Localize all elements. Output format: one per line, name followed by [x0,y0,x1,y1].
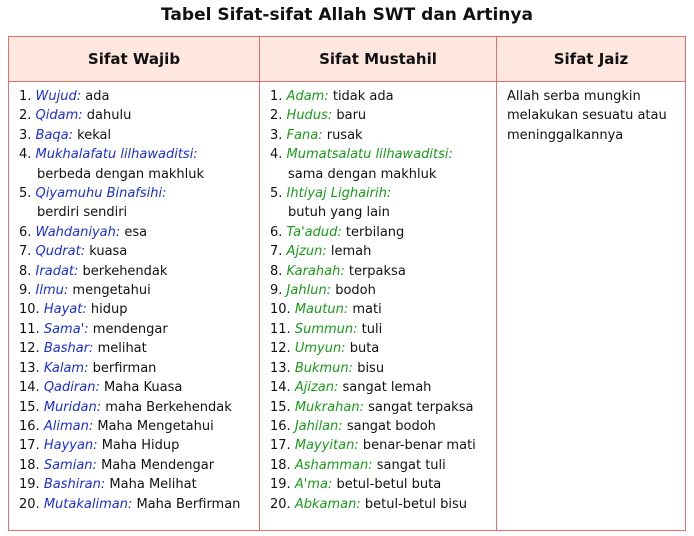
jaiz-text: Allah serba mungkin melakukan sesuatu atau meninggalkannya [507,89,667,143]
item-number: 13. [270,360,291,376]
item-number: 9. [270,283,283,299]
header-row [9,37,686,82]
body-row [9,82,686,531]
mustahil-item [270,145,496,164]
header-sifat-mustahil: Sifat Mustahil [260,37,497,82]
item-number: 19. [270,477,291,493]
item-term: Sama': [43,321,89,337]
item-number: 18. [270,457,291,473]
item-meaning: berkehendak [82,263,168,279]
item-meaning: sangat bodoh [346,418,436,434]
item-term: Kalam: [43,360,89,376]
item-meaning: hidup [90,302,128,318]
mustahil-item [270,184,496,203]
item-term: Ajizan: [294,380,339,396]
item-number: 11. [19,321,40,337]
item-meaning: Maha Mengetahui [97,418,214,434]
item-number: 1. [270,89,283,104]
item-number: 3. [19,127,32,143]
item-term: Hayat: [43,302,87,318]
item-term: Mukrahan: [294,399,364,415]
item-term: Hudus: [286,108,333,124]
mustahil-item [270,300,496,319]
mustahil-item [270,398,496,417]
item-number: 4. [19,147,32,163]
item-term: Mayyitan: [294,438,359,454]
item-number: 12. [19,341,40,357]
item-number: 9. [19,283,32,299]
item-term: Ilmu: [35,283,69,299]
item-meaning: buta [349,341,380,357]
item-term: A'ma: [294,477,333,493]
item-meaning: dahulu [86,108,132,124]
wajib-item [19,475,259,494]
item-term: Qidam: [35,108,83,124]
item-term: Mukhalafatu lilhawaditsi: [35,147,198,163]
item-meaning: terpaksa [348,263,406,279]
item-number: 13. [19,360,40,376]
wajib-item [19,126,259,145]
wajib-item [19,184,259,203]
item-number: 2. [270,108,283,124]
item-meaning: bodoh [335,283,376,299]
item-meaning: rusak [326,127,363,143]
item-meaning: kekal [77,127,112,143]
item-number: 14. [19,380,40,396]
sifat-table [8,36,686,531]
item-term: Ihtiyaj Lighairih: [286,186,392,202]
item-meaning: Maha Mendengar [101,457,215,473]
mustahil-list [270,87,496,514]
wajib-item [19,417,259,436]
item-term: Ashamman: [294,457,373,473]
wajib-item [19,456,259,475]
item-term: Jahilan: [294,418,343,434]
item-number: 15. [19,399,40,415]
item-number: 8. [270,263,283,279]
mustahil-item [270,456,496,475]
wajib-item [19,495,259,514]
wajib-item [19,436,259,455]
wajib-item [19,378,259,397]
item-meaning: lemah [330,244,372,260]
item-meaning: tuli [361,321,383,337]
item-meaning: kuasa [89,244,128,260]
wajib-item [19,320,259,339]
mustahil-item [270,106,496,125]
item-term: Mautun: [294,302,349,318]
item-term: Bukmun: [294,360,354,376]
mustahil-item [270,475,496,494]
item-term: Wujud: [35,89,82,104]
item-term: Ajzun: [286,244,327,260]
item-number: 18. [19,457,40,473]
page-title: Tabel Sifat-sifat Allah SWT dan Artinya [161,5,533,25]
mustahil-item [270,417,496,436]
item-number: 2. [19,108,32,124]
mustahil-item [270,262,496,281]
item-meaning: bisu [357,360,385,376]
item-term: Wahdaniyah: [35,224,121,240]
wajib-item [19,262,259,281]
item-number: 14. [270,380,291,396]
item-meaning: melihat [97,341,147,357]
item-meaning: berfirman [92,360,157,376]
item-meaning: sangat tuli [376,457,446,473]
item-number: 16. [270,418,291,434]
wajib-item [19,300,259,319]
item-number: 6. [270,224,283,240]
header-sifat-wajib: Sifat Wajib [9,37,260,82]
item-meaning: baru [336,108,367,124]
wajib-item [19,281,259,300]
item-term: Fana: [286,127,323,143]
item-number: 12. [270,341,291,357]
mustahil-item [270,378,496,397]
item-term: Samian: [43,457,97,473]
item-meaning: sama dengan makhluk [288,166,437,182]
mustahil-item [270,242,496,261]
item-number: 7. [19,244,32,260]
item-meaning: maha Berkehendak [105,399,232,415]
item-meaning: Maha Kuasa [103,380,183,396]
item-term: Mumatsalatu lilhawaditsi: [286,147,453,163]
wajib-item [19,145,259,164]
item-meaning: berdiri sendiri [37,205,128,221]
item-meaning: Maha Berfirman [136,496,241,512]
item-number: 8. [19,263,32,279]
wajib-item [19,87,259,106]
item-meaning: Maha Hidup [101,438,180,454]
item-term: Adam: [286,89,329,104]
item-number: 15. [270,399,291,415]
item-meaning: terbilang [345,224,405,240]
item-number: 1. [19,89,32,104]
item-meaning: benar-benar mati [362,438,476,454]
item-meaning: sangat terpaksa [368,399,474,415]
wajib-cell [9,82,260,531]
mustahil-item [270,320,496,339]
item-term: Qudrat: [35,244,86,260]
item-meaning: esa [124,224,148,240]
item-term: Mutakaliman: [43,496,133,512]
item-term: Hayyan: [43,438,98,454]
item-term: Summun: [294,321,358,337]
item-term: Iradat: [35,263,79,279]
item-number: 6. [19,224,32,240]
header-sifat-jaiz: Sifat Jaiz [497,37,686,82]
item-number: 19. [19,477,40,493]
item-meaning: butuh yang lain [288,205,390,221]
mustahil-item [270,223,496,242]
wajib-item [19,359,259,378]
item-term: Ta'adud: [286,224,342,240]
item-term: Aliman: [43,418,94,434]
item-number: 20. [19,496,40,512]
item-meaning: Maha Melihat [109,477,197,493]
item-number: 10. [270,302,291,318]
mustahil-item [270,359,496,378]
item-meaning: sangat lemah [342,380,432,396]
item-term: Karahah: [286,263,345,279]
item-term: Qiyamuhu Binafsihi: [35,186,167,202]
item-meaning: betul-betul bisu [364,496,467,512]
mustahil-item [270,87,496,106]
wajib-item [19,223,259,242]
item-term: Bashiran: [43,477,106,493]
item-number: 10. [19,302,40,318]
item-number: 5. [270,186,283,202]
item-meaning: mati [352,302,382,318]
item-number: 3. [270,127,283,143]
wajib-item [19,106,259,125]
item-term: Abkaman: [294,496,361,512]
item-term: Muridan: [43,399,102,415]
mustahil-item [270,495,496,514]
item-meaning: ada [85,89,110,104]
wajib-item [19,398,259,417]
mustahil-item [270,436,496,455]
item-meaning: tidak ada [332,89,394,104]
item-number: 11. [270,321,291,337]
mustahil-item [270,126,496,145]
jaiz-cell [497,82,686,531]
item-number: 4. [270,147,283,163]
item-number: 17. [270,438,291,454]
wajib-item [19,339,259,358]
item-term: Umyun: [294,341,346,357]
item-meaning: mengetahui [72,283,151,299]
wajib-list [19,87,259,514]
item-term: Baqa: [35,127,74,143]
item-number: 7. [270,244,283,260]
item-meaning: mendengar [92,321,168,337]
item-number: 17. [19,438,40,454]
mustahil-cell [260,82,497,531]
item-number: 5. [19,186,32,202]
item-term: Qadiran: [43,380,100,396]
item-number: 20. [270,496,291,512]
wajib-item [19,242,259,261]
item-number: 16. [19,418,40,434]
mustahil-item [270,281,496,300]
item-term: Jahlun: [286,283,332,299]
item-meaning: betul-betul buta [336,477,442,493]
mustahil-item [270,339,496,358]
item-meaning: berbeda dengan makhluk [37,166,205,182]
item-term: Bashar: [43,341,94,357]
